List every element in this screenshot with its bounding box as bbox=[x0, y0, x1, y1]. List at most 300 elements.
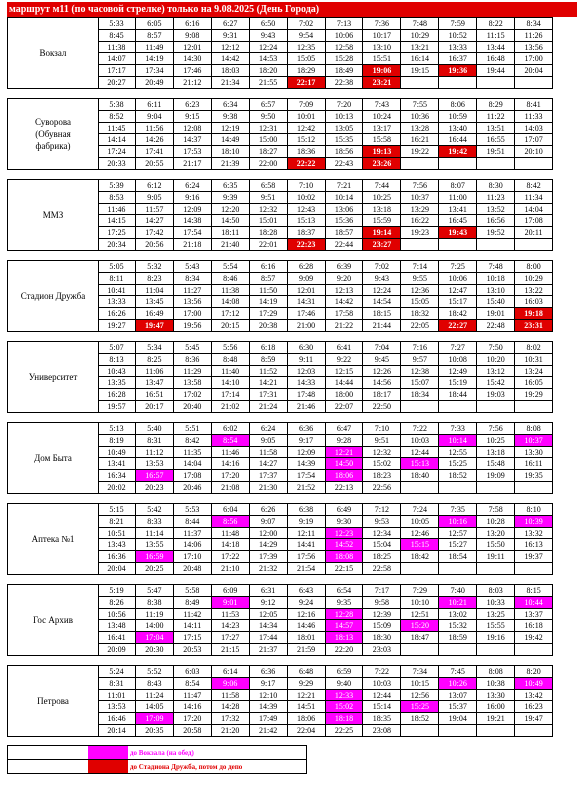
time-cell: 10:37 bbox=[401, 192, 439, 203]
time-cell: 10:17 bbox=[363, 30, 401, 41]
time-cell: 7:34 bbox=[401, 666, 439, 677]
stop-block bbox=[7, 584, 553, 656]
time-cell: 14:18 bbox=[212, 539, 250, 550]
time-cell: 7:48 bbox=[401, 18, 439, 29]
time-cell: 5:39 bbox=[98, 180, 136, 191]
time-cell: 7:58 bbox=[477, 504, 515, 515]
time-cell: 14:07 bbox=[98, 53, 136, 64]
time-cell: 15:25 bbox=[401, 701, 439, 712]
time-cell: 14:57 bbox=[326, 620, 364, 631]
time-cell: 21:32 bbox=[250, 563, 288, 574]
time-cell: 10:01 bbox=[288, 111, 326, 122]
time-cell: 6:09 bbox=[212, 585, 250, 596]
time-cell: 14:28 bbox=[212, 701, 250, 712]
time-cell: 17:32 bbox=[212, 713, 250, 724]
legend-item bbox=[7, 760, 307, 774]
time-cell: 20:17 bbox=[136, 401, 174, 412]
stop-block bbox=[7, 260, 553, 332]
time-cell: 12:01 bbox=[174, 42, 212, 53]
time-cell: 22:17 bbox=[288, 77, 326, 88]
time-cell: 17:48 bbox=[288, 389, 326, 400]
time-cell: 20:15 bbox=[212, 320, 250, 331]
time-cell bbox=[401, 77, 439, 88]
time-cell: 11:27 bbox=[174, 285, 212, 296]
time-cell: 11:38 bbox=[212, 285, 250, 296]
time-cell: 9:05 bbox=[136, 192, 174, 203]
time-cell: 6:31 bbox=[250, 585, 288, 596]
table-row bbox=[98, 18, 552, 30]
time-cell: 21:12 bbox=[174, 77, 212, 88]
time-cell: 7:36 bbox=[363, 18, 401, 29]
time-cell: 22:15 bbox=[326, 563, 364, 574]
time-cell: 7:02 bbox=[288, 18, 326, 29]
time-cell: 8:43 bbox=[136, 678, 174, 689]
time-cell: 13:22 bbox=[524, 285, 543, 295]
time-cell: 17:29 bbox=[250, 308, 288, 319]
time-cell: 22:04 bbox=[288, 725, 326, 736]
time-cell: 8:23 bbox=[136, 273, 174, 284]
time-cell bbox=[439, 77, 477, 88]
time-cell: 8:22 bbox=[477, 18, 515, 29]
time-cell: 11:04 bbox=[136, 285, 174, 296]
time-cell: 15:07 bbox=[401, 377, 439, 388]
table-row bbox=[98, 342, 552, 354]
time-cell: 9:58 bbox=[363, 597, 401, 608]
time-cell: 21:55 bbox=[250, 77, 288, 88]
table-row bbox=[98, 713, 552, 725]
time-cell: 15:02 bbox=[363, 458, 401, 469]
time-cell: 18:32 bbox=[401, 308, 439, 319]
time-cell: 17:54 bbox=[174, 227, 212, 238]
time-cell: 8:48 bbox=[212, 354, 250, 365]
time-cell: 18:42 bbox=[401, 551, 439, 562]
time-cell: 18:54 bbox=[439, 551, 477, 562]
time-cell: 7:27 bbox=[439, 342, 477, 353]
legend-text: до Вокзала (на обед) bbox=[130, 748, 194, 757]
time-cell: 9:57 bbox=[401, 354, 439, 365]
time-cell: 10:51 bbox=[98, 528, 136, 539]
table-row bbox=[98, 528, 552, 540]
time-cell: 14:54 bbox=[363, 296, 401, 307]
time-cell: 22:07 bbox=[326, 401, 364, 412]
time-cell: 12:38 bbox=[401, 366, 439, 377]
time-grid bbox=[98, 423, 552, 493]
time-cell: 8:46 bbox=[212, 273, 250, 284]
time-cell: 9:39 bbox=[212, 192, 250, 203]
time-cell: 8:25 bbox=[136, 354, 174, 365]
time-cell: 17:00 bbox=[174, 308, 212, 319]
time-cell: 6:50 bbox=[250, 18, 288, 29]
time-cell bbox=[477, 644, 515, 655]
time-cell: 16:45 bbox=[439, 215, 477, 226]
time-cell: 19:29 bbox=[524, 390, 543, 400]
time-cell: 14:56 bbox=[363, 377, 401, 388]
time-cell: 21:42 bbox=[250, 725, 288, 736]
time-cell: 14:53 bbox=[250, 53, 288, 64]
time-cell: 19:18 bbox=[515, 308, 552, 319]
time-cell: 9:38 bbox=[212, 111, 250, 122]
time-cell: 9:12 bbox=[250, 597, 288, 608]
time-cell: 5:52 bbox=[136, 666, 174, 677]
time-cell: 13:10 bbox=[477, 285, 515, 296]
time-cell: 12:26 bbox=[363, 366, 401, 377]
stop-name: Суворова (Обувная фабрика) bbox=[8, 99, 99, 169]
time-cell: 11:57 bbox=[136, 204, 174, 215]
time-cell: 14:16 bbox=[174, 701, 212, 712]
time-cell: 17:41 bbox=[136, 146, 174, 157]
time-cell: 11:56 bbox=[136, 123, 174, 134]
time-cell: 10:38 bbox=[477, 678, 515, 689]
time-cell: 15:28 bbox=[326, 53, 364, 64]
time-cell bbox=[439, 725, 477, 736]
time-cell: 10:14 bbox=[439, 435, 477, 446]
time-cell: 12:09 bbox=[174, 204, 212, 215]
time-cell: 21:08 bbox=[212, 482, 250, 493]
time-cell: 5:34 bbox=[136, 342, 174, 353]
time-cell: 17:20 bbox=[174, 713, 212, 724]
time-cell: 20:40 bbox=[174, 401, 212, 412]
time-cell: 11:14 bbox=[136, 528, 174, 539]
time-cell: 6:27 bbox=[212, 18, 250, 29]
time-cell: 14:19 bbox=[250, 296, 288, 307]
time-cell: 17:39 bbox=[250, 551, 288, 562]
time-cell: 8:19 bbox=[98, 435, 136, 446]
time-cell: 14:10 bbox=[212, 377, 250, 388]
time-cell: 10:39 bbox=[515, 516, 552, 527]
time-cell: 14:44 bbox=[326, 377, 364, 388]
time-cell: 14:41 bbox=[288, 539, 326, 550]
table-row bbox=[98, 585, 552, 597]
time-cell: 16:49 bbox=[136, 308, 174, 319]
time-cell: 20:04 bbox=[98, 563, 136, 574]
time-cell: 8:20 bbox=[526, 666, 541, 676]
time-cell: 8:30 bbox=[477, 180, 515, 191]
time-cell: 15:51 bbox=[363, 53, 401, 64]
time-cell bbox=[477, 77, 515, 88]
time-cell bbox=[477, 158, 515, 169]
time-cell: 13:41 bbox=[98, 458, 136, 469]
time-cell: 5:07 bbox=[98, 342, 136, 353]
time-cell: 18:01 bbox=[288, 632, 326, 643]
time-cell: 6:12 bbox=[136, 180, 174, 191]
time-cell: 15:05 bbox=[288, 53, 326, 64]
time-cell: 7:20 bbox=[326, 99, 364, 110]
time-cell: 10:49 bbox=[515, 678, 552, 689]
time-cell: 12:03 bbox=[288, 366, 326, 377]
time-cell: 12:44 bbox=[363, 690, 401, 701]
time-cell: 13:47 bbox=[136, 377, 174, 388]
time-cell: 6:03 bbox=[174, 666, 212, 677]
time-cell: 16:13 bbox=[524, 540, 543, 550]
time-cell: 12:23 bbox=[326, 528, 364, 539]
time-cell: 8:11 bbox=[98, 273, 136, 284]
time-cell: 6:28 bbox=[288, 261, 326, 272]
time-cell: 15:32 bbox=[439, 620, 477, 631]
time-cell: 15:19 bbox=[439, 377, 477, 388]
table-row bbox=[98, 377, 552, 389]
time-cell: 5:38 bbox=[98, 99, 136, 110]
time-cell: 14:42 bbox=[326, 296, 364, 307]
time-cell: 21:54 bbox=[288, 563, 326, 574]
time-cell: 15:48 bbox=[477, 458, 515, 469]
time-cell: 19:03 bbox=[477, 389, 515, 400]
table-row bbox=[98, 204, 552, 216]
time-cell: 21:39 bbox=[212, 158, 250, 169]
time-cell: 22:20 bbox=[326, 644, 364, 655]
time-grid bbox=[98, 342, 552, 412]
time-cell: 14:52 bbox=[326, 539, 364, 550]
time-cell: 11:19 bbox=[136, 609, 174, 620]
time-cell: 19:56 bbox=[174, 320, 212, 331]
time-cell: 17:08 bbox=[174, 470, 212, 481]
time-cell: 22:58 bbox=[363, 563, 401, 574]
table-row bbox=[98, 146, 552, 158]
time-cell: 19:42 bbox=[524, 633, 543, 643]
time-cell: 17:12 bbox=[212, 308, 250, 319]
time-grid bbox=[98, 504, 552, 574]
time-cell: 20:58 bbox=[174, 725, 212, 736]
time-cell: 20:25 bbox=[136, 563, 174, 574]
time-cell: 12:56 bbox=[401, 690, 439, 701]
time-cell: 6:34 bbox=[212, 99, 250, 110]
time-cell: 10:52 bbox=[439, 30, 477, 41]
time-cell: 10:37 bbox=[515, 435, 552, 446]
time-cell: 13:33 bbox=[98, 296, 136, 307]
table-row bbox=[98, 620, 552, 632]
time-cell: 22:50 bbox=[363, 401, 401, 412]
time-cell: 10:33 bbox=[477, 597, 515, 608]
time-cell: 7:10 bbox=[288, 180, 326, 191]
time-cell: 12:28 bbox=[326, 609, 364, 620]
time-cell: 12:58 bbox=[326, 42, 364, 53]
table-row bbox=[98, 239, 552, 250]
time-cell: 12:51 bbox=[401, 609, 439, 620]
time-cell: 9:53 bbox=[363, 516, 401, 527]
table-row bbox=[98, 285, 552, 297]
time-cell: 17:24 bbox=[98, 146, 136, 157]
time-cell: 13:44 bbox=[477, 42, 515, 53]
time-cell: 11:34 bbox=[524, 192, 543, 202]
time-grid bbox=[98, 18, 552, 88]
time-cell: 14:51 bbox=[288, 701, 326, 712]
table-row bbox=[98, 180, 552, 192]
time-cell: 16:21 bbox=[401, 134, 439, 145]
table-row bbox=[98, 458, 552, 470]
time-cell: 13:18 bbox=[477, 447, 515, 458]
time-cell bbox=[515, 725, 552, 736]
time-cell: 12:08 bbox=[174, 123, 212, 134]
time-cell: 12:43 bbox=[288, 204, 326, 215]
time-cell: 15:55 bbox=[477, 620, 515, 631]
time-cell: 10:29 bbox=[401, 30, 439, 41]
time-cell: 7:24 bbox=[401, 504, 439, 515]
time-cell: 8:53 bbox=[98, 192, 136, 203]
time-cell: 20:46 bbox=[174, 482, 212, 493]
time-cell: 10:13 bbox=[326, 111, 364, 122]
time-cell: 12:20 bbox=[212, 204, 250, 215]
time-cell: 16:11 bbox=[524, 459, 543, 469]
time-cell: 8:29 bbox=[477, 99, 515, 110]
table-row bbox=[98, 597, 552, 609]
time-cell bbox=[439, 482, 477, 493]
time-cell: 9:01 bbox=[212, 597, 250, 608]
legend-text: до Стадиона Дружба, потом до депо bbox=[130, 762, 243, 771]
time-cell: 14:11 bbox=[174, 620, 212, 631]
time-cell: 10:06 bbox=[439, 273, 477, 284]
time-cell: 12:33 bbox=[326, 690, 364, 701]
time-cell: 21:52 bbox=[288, 482, 326, 493]
time-cell: 7:17 bbox=[363, 585, 401, 596]
time-cell: 14:39 bbox=[250, 701, 288, 712]
time-cell: 7:13 bbox=[326, 18, 364, 29]
time-cell: 18:57 bbox=[326, 227, 364, 238]
time-cell: 14:08 bbox=[212, 296, 250, 307]
time-cell bbox=[439, 158, 477, 169]
time-cell bbox=[477, 482, 515, 493]
time-cell: 13:32 bbox=[524, 528, 543, 538]
time-cell: 13:06 bbox=[326, 204, 364, 215]
time-cell: 11:46 bbox=[98, 204, 136, 215]
time-cell: 13:35 bbox=[98, 377, 136, 388]
time-cell: 17:14 bbox=[212, 389, 250, 400]
table-row bbox=[98, 435, 552, 447]
time-cell: 13:33 bbox=[439, 42, 477, 53]
time-cell: 8:54 bbox=[174, 678, 212, 689]
time-cell: 6:58 bbox=[250, 180, 288, 191]
time-cell: 23:03 bbox=[363, 644, 401, 655]
time-cell: 14:31 bbox=[288, 296, 326, 307]
time-cell: 20:56 bbox=[136, 239, 174, 250]
time-cell: 15:42 bbox=[477, 377, 515, 388]
time-cell: 16:22 bbox=[401, 215, 439, 226]
time-cell: 16:44 bbox=[439, 134, 477, 145]
time-cell: 18:20 bbox=[250, 65, 288, 76]
time-cell: 12:47 bbox=[439, 285, 477, 296]
time-cell bbox=[439, 644, 477, 655]
table-row bbox=[98, 482, 552, 493]
time-cell: 23:26 bbox=[363, 158, 401, 169]
time-cell: 18:36 bbox=[288, 146, 326, 157]
time-cell: 11:06 bbox=[136, 366, 174, 377]
time-cell: 19:13 bbox=[363, 146, 401, 157]
time-cell: 12:13 bbox=[326, 285, 364, 296]
table-row bbox=[98, 215, 552, 227]
time-cell: 21:46 bbox=[288, 401, 326, 412]
time-cell: 10:43 bbox=[98, 366, 136, 377]
time-cell bbox=[515, 482, 552, 493]
time-cell: 18:30 bbox=[363, 632, 401, 643]
time-cell: 18:17 bbox=[363, 389, 401, 400]
time-cell: 19:09 bbox=[477, 470, 515, 481]
time-cell: 16:56 bbox=[477, 215, 515, 226]
time-cell: 19:23 bbox=[401, 227, 439, 238]
time-cell: 12:21 bbox=[326, 447, 364, 458]
time-cell: 17:02 bbox=[174, 389, 212, 400]
time-cell: 11:22 bbox=[477, 111, 515, 122]
time-cell: 19:47 bbox=[524, 714, 543, 724]
time-cell: 7:29 bbox=[401, 585, 439, 596]
time-cell: 6:11 bbox=[136, 99, 174, 110]
time-cell: 5:51 bbox=[174, 423, 212, 434]
time-cell: 12:34 bbox=[363, 528, 401, 539]
time-cell: 11:23 bbox=[477, 192, 515, 203]
time-cell: 10:16 bbox=[439, 516, 477, 527]
time-cell: 20:10 bbox=[524, 147, 543, 157]
time-cell: 21:59 bbox=[288, 644, 326, 655]
time-cell: 13:53 bbox=[136, 458, 174, 469]
time-cell: 8:41 bbox=[526, 99, 541, 109]
time-cell: 14:46 bbox=[288, 620, 326, 631]
time-cell: 15:17 bbox=[439, 296, 477, 307]
time-cell: 8:38 bbox=[136, 597, 174, 608]
time-cell bbox=[401, 482, 439, 493]
time-cell bbox=[439, 563, 477, 574]
time-cell: 14:50 bbox=[212, 215, 250, 226]
time-cell: 14:29 bbox=[250, 539, 288, 550]
time-cell: 17:10 bbox=[174, 551, 212, 562]
table-row bbox=[98, 99, 552, 111]
time-cell: 7:35 bbox=[439, 504, 477, 515]
time-cell: 11:46 bbox=[212, 447, 250, 458]
table-row bbox=[98, 423, 552, 435]
time-cell: 14:27 bbox=[250, 458, 288, 469]
time-cell: 8:54 bbox=[212, 435, 250, 446]
table-row bbox=[98, 401, 552, 412]
time-cell: 10:24 bbox=[363, 111, 401, 122]
time-cell: 10:03 bbox=[401, 435, 439, 446]
time-cell: 9:40 bbox=[326, 678, 364, 689]
time-cell: 11:48 bbox=[212, 528, 250, 539]
time-cell: 19:01 bbox=[477, 308, 515, 319]
time-cell: 9:15 bbox=[174, 111, 212, 122]
time-cell bbox=[401, 158, 439, 169]
stop-name: Дом Быта bbox=[8, 423, 99, 493]
time-cell bbox=[515, 563, 552, 574]
time-cell: 12:01 bbox=[288, 285, 326, 296]
time-cell: 10:25 bbox=[477, 435, 515, 446]
time-cell: 20:02 bbox=[98, 482, 136, 493]
time-cell: 9:35 bbox=[326, 597, 364, 608]
time-cell: 8:21 bbox=[98, 516, 136, 527]
table-row bbox=[98, 158, 552, 169]
time-cell: 15:01 bbox=[250, 215, 288, 226]
time-cell bbox=[515, 401, 552, 412]
time-cell: 16:41 bbox=[98, 632, 136, 643]
time-cell: 10:18 bbox=[477, 273, 515, 284]
time-cell: 12:32 bbox=[250, 204, 288, 215]
table-row bbox=[98, 227, 552, 239]
time-cell: 15:13 bbox=[401, 458, 439, 469]
time-cell: 6:36 bbox=[250, 666, 288, 677]
time-cell: 14:05 bbox=[136, 701, 174, 712]
time-cell bbox=[515, 158, 552, 169]
time-cell: 10:08 bbox=[439, 354, 477, 365]
time-cell: 11:15 bbox=[477, 30, 515, 41]
time-cell: 21:40 bbox=[212, 239, 250, 250]
time-cell: 7:44 bbox=[363, 180, 401, 191]
table-row bbox=[98, 632, 552, 644]
time-cell: 12:57 bbox=[439, 528, 477, 539]
time-cell: 14:26 bbox=[136, 134, 174, 145]
time-cell: 10:26 bbox=[439, 678, 477, 689]
stop-block bbox=[7, 503, 553, 575]
time-cell: 14:50 bbox=[326, 458, 364, 469]
time-cell: 17:34 bbox=[136, 65, 174, 76]
time-cell: 13:53 bbox=[98, 701, 136, 712]
table-row bbox=[98, 308, 552, 320]
time-cell: 21:34 bbox=[212, 77, 250, 88]
time-cell: 12:35 bbox=[288, 42, 326, 53]
